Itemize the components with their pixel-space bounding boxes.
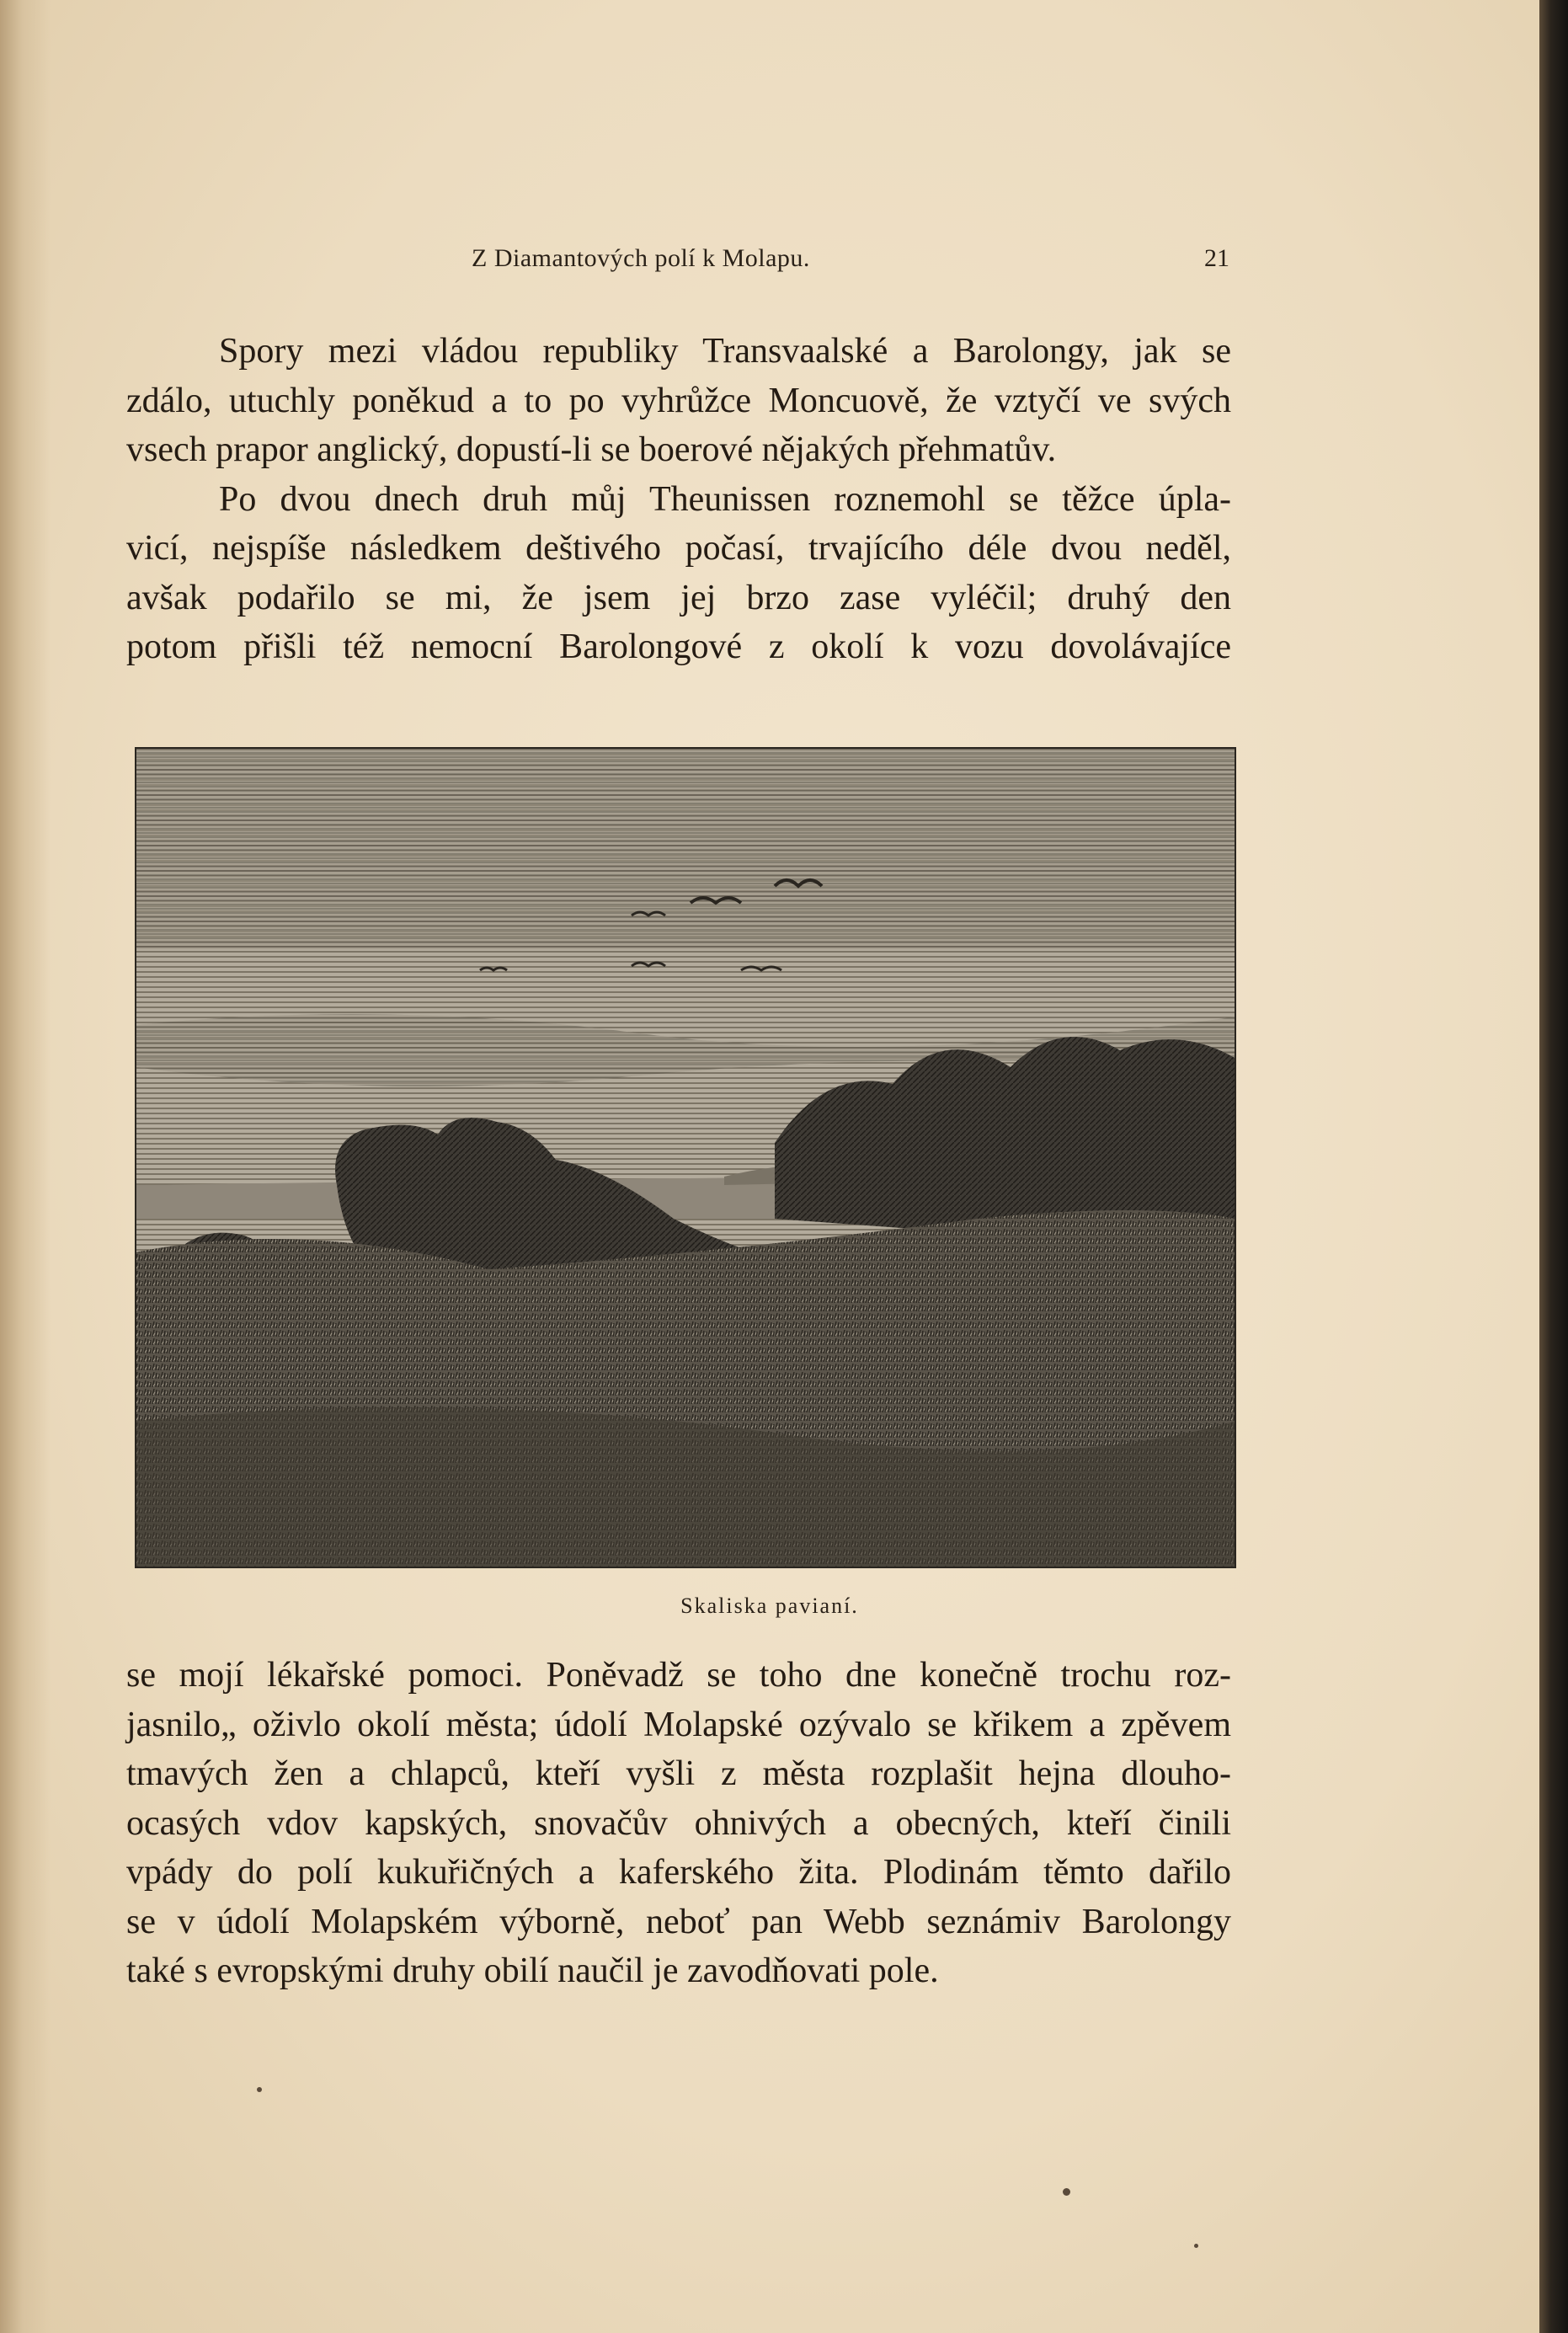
book-edge-shadow — [1539, 0, 1568, 2333]
text-line: se v údolí Molapském výborně, neboť pan Webb seznámiv Barolongy — [126, 1902, 1231, 1941]
text-line: Spory mezi vládou republiky Transvaalské a Barolongy, jak se — [219, 332, 1231, 371]
text-line: vsech prapor anglický, dopustí-li se boerové nějakých přehmatův. — [126, 430, 1057, 469]
upper-clouds — [135, 747, 1236, 949]
text-line: vpády do polí kukuřičných a kaferského žita. Plodinám těmto dařilo — [126, 1853, 1231, 1892]
text-line: jasnilo„ oživlo okolí města; údolí Molapské ozývalo se křikem a zpěvem — [126, 1705, 1231, 1744]
text-line: se mojí lékařské pomoci. Poněvadž se toho dne konečně trochu roz- — [126, 1656, 1231, 1695]
text-block-top — [126, 327, 1231, 672]
paper-speck — [1063, 2188, 1070, 2196]
text-line: také s evropskými druhy obilí naučil je zavodňovati pole. — [126, 1951, 939, 1990]
page-gutter-shadow — [0, 0, 51, 2333]
text-line: vicí, nejspíše následkem deštivého počasí, trvajícího déle dvou neděl, — [126, 529, 1231, 568]
text-line: avšak podařilo se mi, že jsem jej brzo zase vyléčil; druhý den — [126, 578, 1231, 617]
paper-speck — [1194, 2244, 1198, 2248]
paper-speck — [257, 2087, 262, 2092]
text-line: ocasých vdov kapských, snovačův ohnivých a obecných, kteří činili — [126, 1803, 1231, 1843]
engraving-illustration — [135, 747, 1236, 1568]
figure-caption: Skaliska pavianí. — [680, 1594, 859, 1618]
text-line: potom přišli též nemocní Barolongové z okolí k vozu dovolávajíce — [126, 627, 1231, 666]
text-block-bottom — [126, 1651, 1231, 1996]
page-number: 21 — [1204, 244, 1229, 272]
running-header — [472, 244, 1229, 278]
text-line: zdálo, utuchly poněkud a to po vyhrůžce Moncuově, že vztyčí ve svých — [126, 381, 1231, 420]
landscape-engraving — [135, 747, 1236, 1568]
running-title: Z Diamantových polí k Molapu. — [472, 244, 810, 272]
text-line: tmavých žen a chlapců, kteří vyšli z města rozplašit hejna dlouho- — [126, 1754, 1231, 1793]
text-line: Po dvou dnech druh můj Theunissen roznemohl se těžce úpla- — [219, 479, 1231, 519]
